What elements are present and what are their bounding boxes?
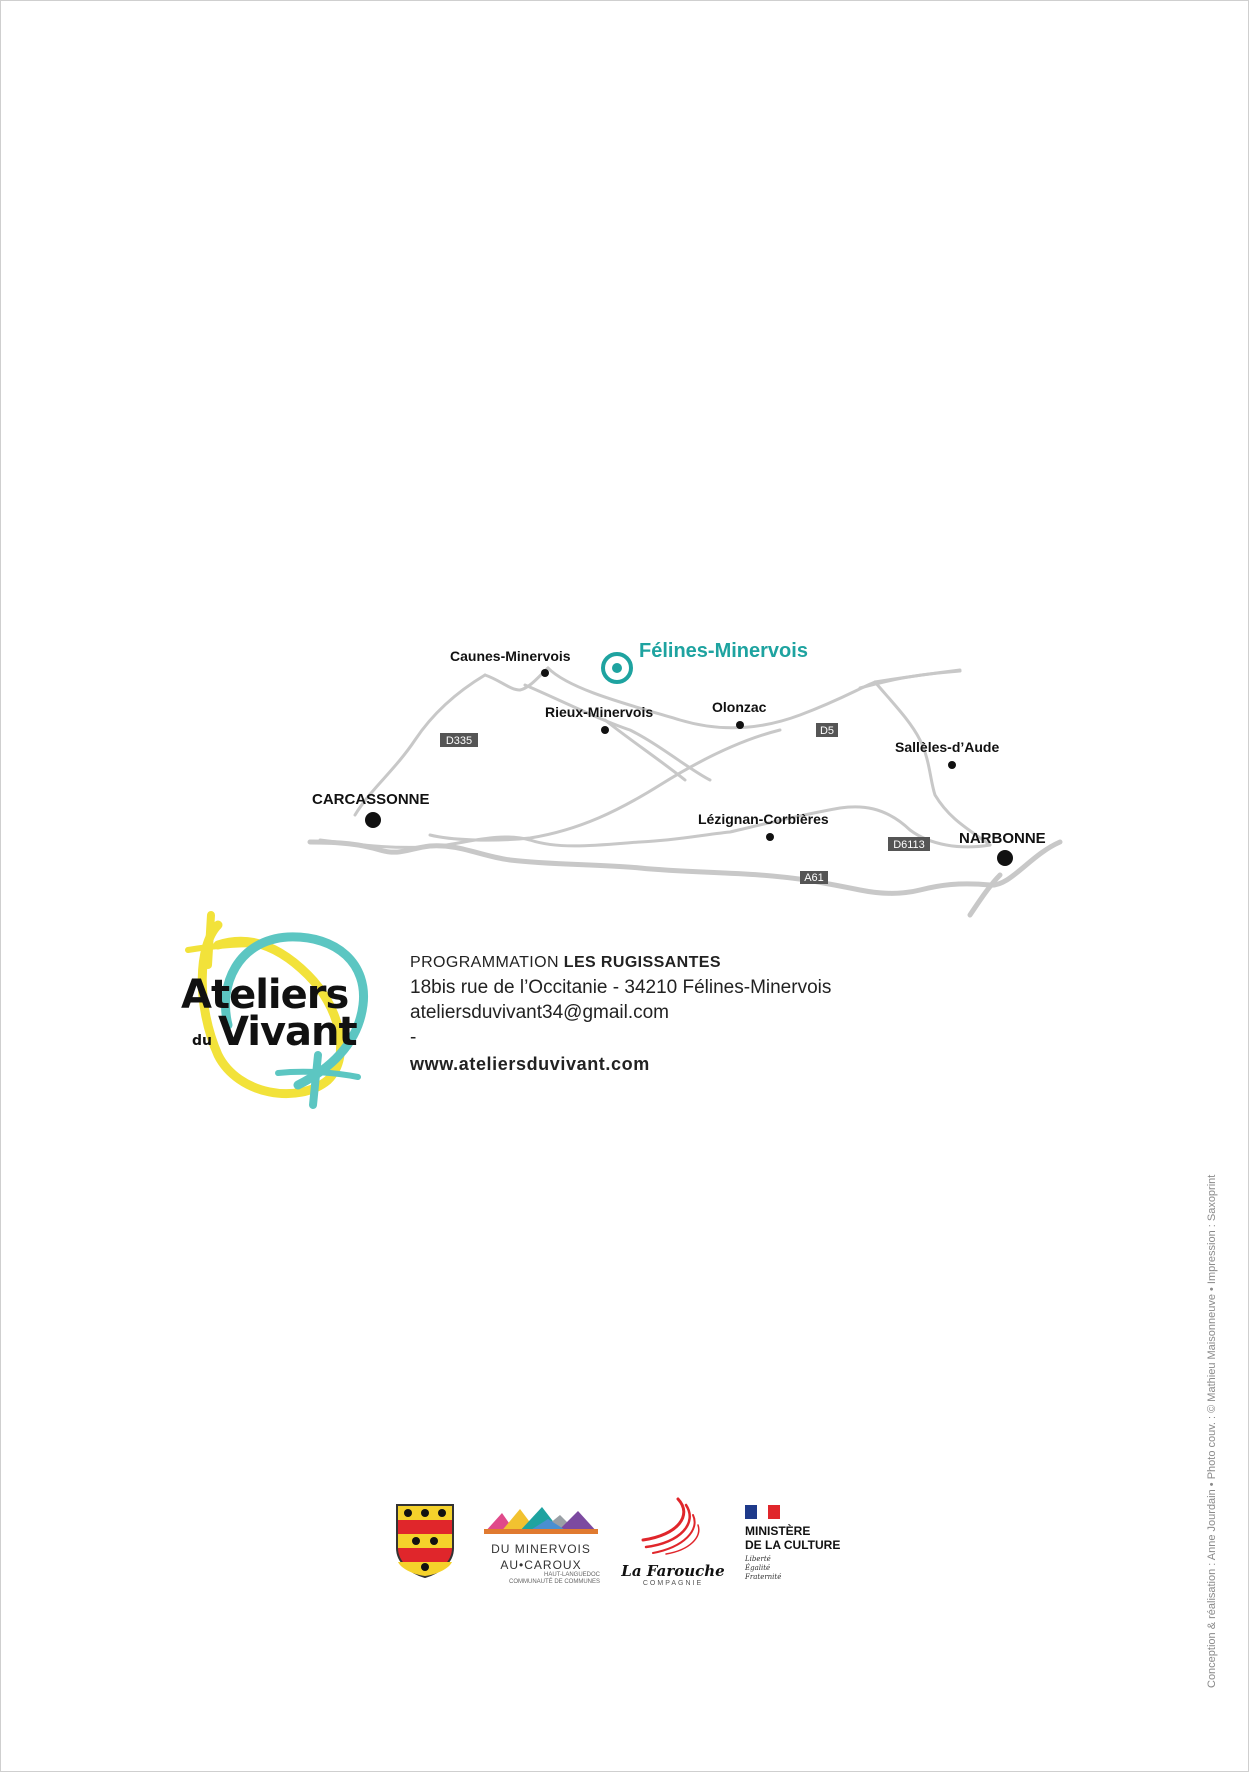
la-farouche-logo xyxy=(618,1495,728,1590)
ministere-motto-1: Liberté xyxy=(745,1555,771,1563)
minervois-sub-1: HAUT-LANGUEDOC xyxy=(543,1572,600,1578)
city-label-carcassonne: CARCASSONNE xyxy=(312,791,430,808)
logo-text-du: du xyxy=(192,1033,212,1049)
town-dot-lezignan xyxy=(766,833,774,841)
city-dot-carcassonne xyxy=(365,812,381,828)
programmation-prefix: PROGRAMMATION xyxy=(410,954,559,971)
minervois-mountains-icon xyxy=(482,1505,600,1535)
road-label-a61: A61 xyxy=(804,872,824,884)
road-d5-east xyxy=(860,671,960,688)
route-map-svg xyxy=(300,620,1080,940)
programmation-name: LES RUGISSANTES xyxy=(563,954,721,971)
logo-svg xyxy=(178,905,393,1115)
town-label-salleles: Sallèles-d’Aude xyxy=(895,739,1000,755)
road-rieux-south xyxy=(605,720,685,780)
town-dot-salleles xyxy=(948,761,956,769)
logo-yellow-stroke xyxy=(208,915,211,965)
minervois-title-2: AU•CAROUX xyxy=(500,1558,582,1572)
logo-teal-stroke xyxy=(313,1055,318,1105)
ministere-line-2: DE LA CULTURE xyxy=(745,1538,841,1552)
website-link[interactable]: www.ateliersduvivant.com xyxy=(410,1054,650,1074)
ateliers-du-vivant-logo xyxy=(178,905,393,1115)
ministere-culture-logo xyxy=(745,1505,875,1590)
town-label-caunes: Caunes-Minervois xyxy=(450,648,571,664)
town-label-lezignan: Lézignan-Corbières xyxy=(698,811,829,827)
coat-of-arms-svg xyxy=(395,1503,455,1578)
partner-logos xyxy=(0,1495,1249,1595)
contact-info xyxy=(410,950,1030,1077)
email-link[interactable]: ateliersduvivant34@gmail.com xyxy=(410,1002,670,1023)
road-label-d6113: D6113 xyxy=(893,839,925,851)
minervois-sub-2: COMMUNAUTÉ DE COMMUNES xyxy=(509,1579,600,1585)
credits: Conception & réalisation : Anne Jourdain • Photo couv. : © Mathieu Maisonneuve • Impression : Saxoprint xyxy=(1206,1174,1218,1688)
farouche-sub: COMPAGNIE xyxy=(642,1580,704,1587)
town-label-rieux: Rieux-Minervois xyxy=(545,704,654,720)
destination-marker-center xyxy=(612,663,622,673)
destination-label: Félines-Minervois xyxy=(639,640,808,662)
city-dot-narbonne xyxy=(997,850,1013,866)
logo-text-ateliers: Ateliers xyxy=(181,972,349,1018)
city-label-narbonne: NARBONNE xyxy=(959,830,1046,847)
coat-of-arms-icon xyxy=(395,1503,455,1578)
minervois-title-1: DU MINERVOIS xyxy=(491,1542,591,1556)
town-dot-rieux xyxy=(601,726,609,734)
road-a9-south xyxy=(970,875,1000,915)
separator: - xyxy=(410,1027,417,1048)
route-map xyxy=(300,620,1080,940)
road-caunes-felines xyxy=(485,668,548,690)
ministere-motto-2: Égalité xyxy=(745,1564,771,1572)
town-dot-caunes xyxy=(541,669,549,677)
road-label-d5: D5 xyxy=(819,725,835,737)
logo-text-vivant: Vivant xyxy=(218,1009,357,1055)
road-caunes-rieux xyxy=(525,685,710,780)
road-d5-narbonne xyxy=(875,682,990,845)
french-flag-icon xyxy=(745,1505,780,1519)
minervois-caroux-logo xyxy=(482,1505,600,1585)
address: 18bis rue de l’Occitanie - 34210 Félines-Minervois xyxy=(410,977,832,998)
road-label-d335: D335 xyxy=(445,735,473,747)
programmation-line xyxy=(410,950,1030,975)
farouche-swoosh-icon xyxy=(618,1495,728,1555)
ministere-line-1: MINISTÈRE xyxy=(745,1524,811,1538)
farouche-name: La Farouche xyxy=(621,1562,725,1580)
road-a61 xyxy=(310,842,1060,893)
ministere-motto-3: Fraternité xyxy=(745,1573,782,1581)
town-dot-olonzac xyxy=(736,721,744,729)
town-label-olonzac: Olonzac xyxy=(712,699,767,715)
